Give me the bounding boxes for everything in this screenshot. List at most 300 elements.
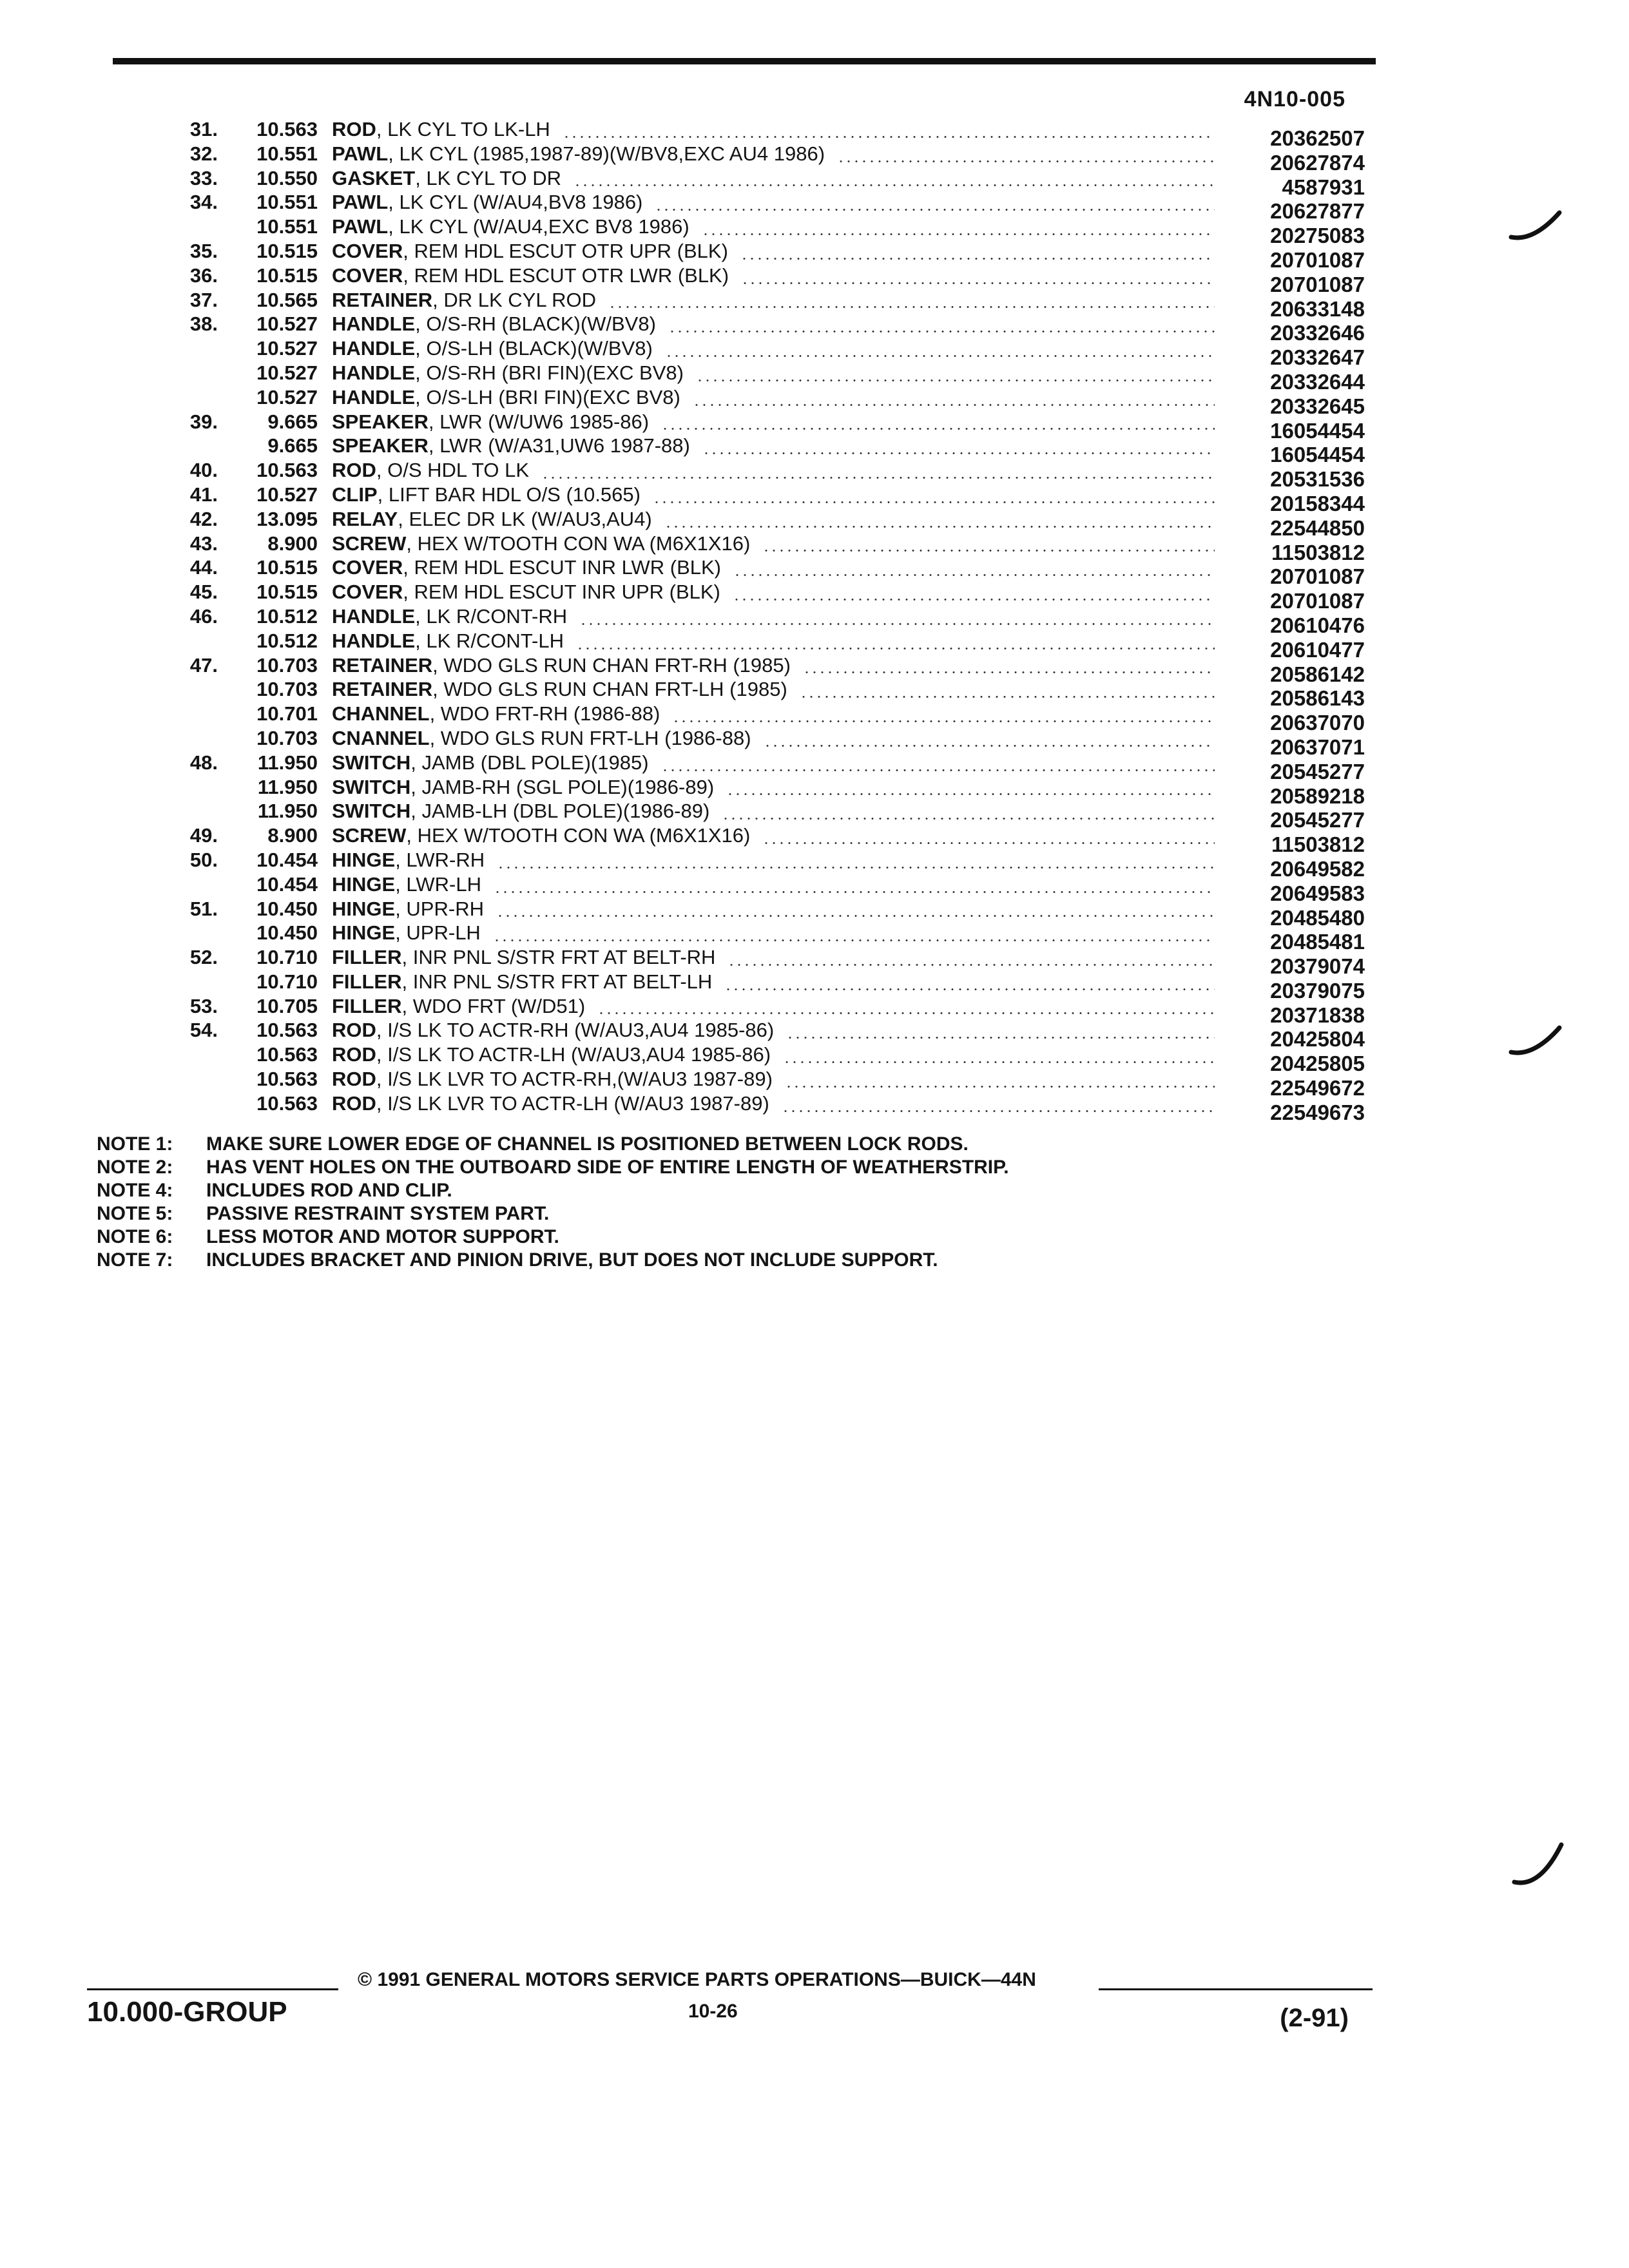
leader-dots-line — [665, 355, 1215, 357]
notes-section — [97, 1133, 1009, 1272]
group-number: 10.550 — [256, 166, 318, 189]
item-number: 42. — [189, 507, 218, 530]
group-number: 13.095 — [256, 507, 318, 530]
item-number: 32. — [189, 142, 218, 165]
leader-dots — [0, 288, 1215, 312]
group-number: 10.527 — [256, 312, 318, 336]
leader-dots — [0, 142, 1215, 166]
part-number: 20633148 — [1270, 296, 1365, 321]
part-number: 20425805 — [1270, 1052, 1365, 1076]
part-number: 20545277 — [1270, 808, 1365, 832]
item-number: 51. — [189, 897, 218, 920]
part-name: FILLER — [332, 994, 402, 1017]
leader-dots — [0, 775, 1215, 800]
group-number: 10.703 — [256, 678, 318, 701]
leader-dots — [0, 629, 1215, 653]
item-number: 46. — [189, 604, 218, 628]
leader-dots — [0, 726, 1215, 751]
part-name: RETAINER — [332, 678, 433, 701]
part-row — [0, 970, 1629, 1003]
part-name: SPEAKER — [332, 410, 429, 433]
note-label: NOTE 7: — [97, 1249, 173, 1271]
part-detail: , REM HDL ESCUT INR LWR (BLK) — [403, 556, 722, 579]
leader-dots — [0, 264, 1215, 288]
leader-dots-line — [803, 671, 1215, 673]
leader-dots — [0, 117, 1215, 142]
note-label: NOTE 5: — [97, 1203, 173, 1224]
part-row — [0, 215, 1629, 248]
part-row — [0, 1018, 1629, 1052]
part-row — [0, 921, 1629, 954]
part-row — [0, 288, 1629, 321]
leader-dots-line — [661, 769, 1215, 771]
leader-dots-line — [563, 136, 1215, 138]
part-detail: , I/S LK LVR TO ACTR-RH,(W/AU3 1987-89) — [376, 1068, 773, 1091]
part-name: ROD — [332, 1091, 376, 1115]
part-row — [0, 604, 1629, 637]
part-row — [0, 751, 1629, 783]
note-text: INCLUDES BRACKET AND PINION DRIVE, BUT DOES NOT INCLUDE SUPPORT. — [206, 1249, 938, 1271]
group-number: 10.703 — [256, 653, 318, 677]
part-number: 20332645 — [1270, 394, 1365, 418]
note-text: HAS VENT HOLES ON THE OUTBOARD SIDE OF ENTIRE LENGTH OF WEATHERSTRIP. — [206, 1157, 1009, 1178]
part-detail: , JAMB-LH (DBL POLE)(1986-89) — [410, 800, 710, 823]
item-number: 38. — [189, 312, 218, 336]
leader-dots-line — [783, 1061, 1215, 1063]
leader-dots — [0, 994, 1215, 1019]
item-number: 44. — [189, 556, 218, 579]
part-detail: , HEX W/TOOTH CON WA (M6X1X16) — [406, 824, 751, 847]
part-row — [0, 726, 1629, 759]
part-number: 20701087 — [1270, 589, 1365, 613]
part-number: 11503812 — [1271, 832, 1365, 857]
leader-dots — [0, 872, 1215, 897]
group-number: 10.512 — [256, 629, 318, 652]
note-line — [97, 1249, 1009, 1272]
group-number: 11.950 — [257, 751, 318, 774]
page-reference-code: 4N10-005 — [1244, 87, 1345, 111]
leader-dots — [0, 1067, 1215, 1091]
group-number: 9.665 — [267, 410, 318, 433]
group-number: 10.563 — [256, 1019, 318, 1042]
part-detail: , REM HDL ESCUT INR UPR (BLK) — [403, 581, 720, 604]
note-label: NOTE 2: — [97, 1157, 173, 1178]
note-text: MAKE SURE LOWER EDGE OF CHANNEL IS POSITIONED BETWEEN LOCK RODS. — [206, 1133, 969, 1155]
part-detail: , O/S-RH (BRI FIN)(EXC BV8) — [415, 361, 684, 384]
leader-dots — [0, 1043, 1215, 1067]
note-line — [97, 1179, 1009, 1202]
part-name: GASKET — [332, 166, 416, 189]
part-number: 20701087 — [1270, 247, 1365, 272]
part-number: 20637070 — [1270, 711, 1365, 735]
item-number: 34. — [189, 191, 218, 214]
part-number: 20701087 — [1270, 272, 1365, 296]
note-label: NOTE 4: — [97, 1180, 173, 1201]
leader-dots-line — [724, 988, 1215, 990]
part-detail: , ELEC DR LK (W/AU3,AU4) — [398, 507, 652, 530]
part-number: 20531536 — [1270, 467, 1365, 492]
leader-dots-line — [576, 648, 1215, 649]
leader-dots — [0, 604, 1215, 629]
note-line — [97, 1202, 1009, 1225]
group-number: 10.551 — [256, 191, 318, 214]
part-row — [0, 117, 1629, 150]
item-number: 40. — [189, 459, 218, 482]
note-text: LESS MOTOR AND MOTOR SUPPORT. — [206, 1226, 559, 1247]
part-detail: , LIFT BAR HDL O/S (10.565) — [377, 483, 641, 506]
part-name: SWITCH — [332, 751, 411, 774]
part-name: HANDLE — [332, 337, 416, 360]
part-number: 20332647 — [1270, 345, 1365, 370]
part-detail: , LK R/CONT-RH — [415, 604, 568, 628]
part-number: 4587931 — [1282, 175, 1365, 199]
part-detail: , LK CYL (W/AU4,BV8 1986) — [388, 191, 643, 214]
note-label: NOTE 1: — [97, 1133, 173, 1155]
part-number: 16054454 — [1270, 418, 1365, 443]
part-number: 20362507 — [1270, 126, 1365, 150]
part-name: RELAY — [332, 507, 398, 530]
part-name: SWITCH — [332, 775, 411, 798]
part-detail: , I/S LK TO ACTR-LH (W/AU3,AU4 1985-86) — [376, 1043, 771, 1066]
group-number: 10.551 — [256, 142, 318, 165]
item-number: 50. — [189, 848, 218, 871]
leader-dots — [0, 458, 1215, 483]
part-row — [0, 872, 1629, 905]
part-detail: , UPR-RH — [395, 897, 484, 920]
leader-dots — [0, 702, 1215, 726]
group-number: 10.705 — [256, 994, 318, 1017]
leader-dots-line — [494, 891, 1215, 893]
note-text: INCLUDES ROD AND CLIP. — [206, 1180, 452, 1201]
part-number: 16054454 — [1270, 443, 1365, 467]
leader-dots — [0, 532, 1215, 556]
leader-dots-line — [541, 477, 1215, 479]
leader-dots-line — [497, 867, 1215, 869]
part-row — [0, 702, 1629, 735]
part-row — [0, 190, 1629, 224]
leader-dots-line — [762, 550, 1215, 552]
part-number: 22549672 — [1270, 1076, 1365, 1100]
part-row — [0, 410, 1629, 443]
part-detail: , LWR-LH — [395, 872, 481, 896]
leader-dots — [0, 897, 1215, 921]
footer-page-number: 10-26 — [688, 2001, 738, 2022]
leader-dots — [0, 921, 1215, 945]
footer-rule-right — [1099, 1988, 1373, 1990]
leader-dots — [0, 410, 1215, 434]
part-name: SPEAKER — [332, 434, 429, 457]
group-number: 10.563 — [256, 1043, 318, 1066]
part-row — [0, 653, 1629, 686]
part-row — [0, 994, 1629, 1027]
leader-dots-line — [664, 526, 1215, 528]
part-name: FILLER — [332, 946, 402, 969]
item-number: 37. — [189, 288, 218, 311]
leader-dots — [0, 312, 1215, 336]
part-name: HANDLE — [332, 629, 416, 652]
item-number: 43. — [189, 532, 218, 555]
part-row — [0, 1067, 1629, 1100]
leader-dots — [0, 1091, 1215, 1116]
leader-dots-line — [786, 1037, 1215, 1039]
part-detail: , WDO FRT (W/D51) — [401, 994, 586, 1017]
leader-dots-line — [733, 599, 1215, 601]
part-name: FILLER — [332, 970, 402, 993]
leader-dots-line — [782, 1110, 1215, 1112]
part-row — [0, 580, 1629, 613]
leader-dots — [0, 677, 1215, 702]
group-number: 10.515 — [256, 264, 318, 287]
group-number: 10.563 — [256, 1091, 318, 1115]
leader-dots-line — [693, 404, 1215, 406]
footer-copyright: © 1991 GENERAL MOTORS SERVICE PARTS OPERATIONS—BUICK—44N — [358, 1969, 1036, 1990]
part-number: 20589218 — [1270, 783, 1365, 808]
part-name: SCREW — [332, 532, 407, 555]
part-detail: , I/S LK LVR TO ACTR-LH (W/AU3 1987-89) — [376, 1091, 769, 1115]
part-detail: , JAMB (DBL POLE)(1985) — [410, 751, 649, 774]
part-detail: , WDO GLS RUN FRT-LH (1986-88) — [429, 726, 751, 749]
item-number: 47. — [189, 653, 218, 677]
part-row — [0, 385, 1629, 418]
part-number: 20158344 — [1270, 491, 1365, 515]
part-detail: , LWR-RH — [395, 848, 485, 871]
part-name: CLIP — [332, 483, 378, 506]
leader-dots — [0, 653, 1215, 678]
leader-dots-line — [696, 380, 1215, 381]
leader-dots-line — [740, 258, 1215, 260]
note-label: NOTE 6: — [97, 1226, 173, 1247]
part-name: PAWL — [332, 142, 389, 165]
leader-dots — [0, 555, 1215, 580]
leader-dots — [0, 580, 1215, 604]
part-number: 11503812 — [1271, 540, 1365, 564]
part-row — [0, 1091, 1629, 1124]
leader-dots — [0, 361, 1215, 385]
part-number: 20637071 — [1270, 735, 1365, 759]
part-row — [0, 677, 1629, 711]
part-number: 20610477 — [1270, 637, 1365, 662]
group-number: 10.527 — [256, 361, 318, 384]
leader-dots-line — [728, 964, 1215, 966]
part-detail: , REM HDL ESCUT OTR UPR (BLK) — [403, 239, 728, 262]
part-detail: , I/S LK TO ACTR-RH (W/AU3,AU4 1985-86) — [376, 1019, 775, 1042]
leader-dots-line — [579, 623, 1215, 625]
part-row — [0, 434, 1629, 467]
part-name: COVER — [332, 239, 403, 262]
group-number: 10.563 — [256, 118, 318, 140]
part-row — [0, 629, 1629, 662]
part-row — [0, 483, 1629, 515]
part-name: CNANNEL — [332, 726, 430, 749]
group-number: 10.512 — [256, 604, 318, 628]
group-number: 10.450 — [256, 897, 318, 920]
group-number: 10.454 — [256, 848, 318, 871]
leader-dots-line — [702, 452, 1215, 454]
leader-dots-line — [722, 818, 1215, 820]
part-detail: , LWR (W/UW6 1985-86) — [428, 410, 650, 433]
part-name: HANDLE — [332, 312, 416, 336]
part-detail: , INR PNL S/STR FRT AT BELT-LH — [401, 970, 713, 993]
part-name: HANDLE — [332, 604, 416, 628]
part-detail: , O/S-RH (BLACK)(W/BV8) — [415, 312, 656, 336]
part-name: PAWL — [332, 215, 389, 238]
margin-check-mark — [1511, 1840, 1569, 1891]
part-row — [0, 945, 1629, 979]
part-detail: , LK CYL (1985,1987-89)(W/BV8,EXC AU4 1986) — [388, 142, 825, 165]
leader-dots-line — [702, 233, 1215, 235]
item-number: 35. — [189, 239, 218, 262]
leader-dots-line — [800, 696, 1215, 698]
part-number: 20485480 — [1270, 905, 1365, 930]
part-detail: , WDO GLS RUN CHAN FRT-RH (1985) — [432, 653, 791, 677]
group-number: 11.950 — [257, 800, 318, 823]
part-row — [0, 897, 1629, 930]
part-number: 22544850 — [1270, 515, 1365, 540]
part-name: COVER — [332, 556, 403, 579]
part-name: HANDLE — [332, 361, 416, 384]
item-number: 33. — [189, 166, 218, 189]
part-detail: , WDO GLS RUN CHAN FRT-LH (1985) — [432, 678, 787, 701]
part-detail: , O/S-LH (BLACK)(W/BV8) — [415, 337, 653, 360]
part-detail: , LK CYL TO DR — [415, 166, 562, 189]
part-row — [0, 239, 1629, 272]
leader-dots — [0, 336, 1215, 361]
part-row — [0, 555, 1629, 589]
part-number: 20610476 — [1270, 613, 1365, 637]
part-row — [0, 848, 1629, 881]
part-detail: , LK CYL (W/AU4,EXC BV8 1986) — [388, 215, 689, 238]
note-line — [97, 1133, 1009, 1156]
item-number: 54. — [189, 1019, 218, 1042]
leader-dots — [0, 215, 1215, 239]
part-name: RETAINER — [332, 288, 433, 311]
item-number: 36. — [189, 264, 218, 287]
part-name: ROD — [332, 1019, 376, 1042]
item-number: 45. — [189, 581, 218, 604]
part-name: ROD — [332, 459, 376, 482]
part-row — [0, 336, 1629, 370]
leader-dots-line — [741, 282, 1215, 284]
part-detail: , LWR (W/A31,UW6 1987-88) — [428, 434, 690, 457]
part-name: COVER — [332, 581, 403, 604]
leader-dots-line — [661, 428, 1215, 430]
leader-dots — [0, 1018, 1215, 1043]
part-row — [0, 507, 1629, 540]
part-name: RETAINER — [332, 653, 433, 677]
part-name: HANDLE — [332, 385, 416, 408]
part-detail: , HEX W/TOOTH CON WA (M6X1X16) — [406, 532, 751, 555]
leader-dots-line — [653, 501, 1215, 503]
group-number: 10.515 — [256, 556, 318, 579]
leader-dots-line — [762, 842, 1215, 844]
group-number: 11.950 — [257, 775, 318, 798]
part-name: PAWL — [332, 191, 389, 214]
part-detail: , LK CYL TO LK-LH — [376, 118, 550, 140]
part-number: 20425804 — [1270, 1027, 1365, 1052]
part-number: 20586142 — [1270, 662, 1365, 686]
part-number: 20485481 — [1270, 930, 1365, 954]
part-number: 20379075 — [1270, 978, 1365, 1003]
leader-dots — [0, 434, 1215, 458]
part-name: ROD — [332, 1068, 376, 1091]
footer-rule-left — [87, 1988, 338, 1990]
leader-dots-line — [672, 720, 1215, 722]
part-row — [0, 458, 1629, 492]
item-number: 39. — [189, 410, 218, 433]
leader-dots-line — [733, 574, 1215, 576]
leader-dots — [0, 507, 1215, 532]
leader-dots — [0, 190, 1215, 215]
part-row — [0, 166, 1629, 199]
part-number: 20371838 — [1270, 1003, 1365, 1027]
part-detail: , WDO FRT-RH (1986-88) — [429, 702, 660, 726]
footer-revision-date: (2-91) — [1280, 2004, 1349, 2032]
part-detail: , UPR-LH — [395, 921, 481, 945]
part-row — [0, 532, 1629, 564]
group-number: 8.900 — [267, 532, 318, 555]
note-text: PASSIVE RESTRAINT SYSTEM PART. — [206, 1203, 550, 1224]
leader-dots-line — [668, 331, 1215, 332]
part-number: 20275083 — [1270, 224, 1365, 248]
note-line — [97, 1156, 1009, 1179]
group-number: 10.515 — [256, 581, 318, 604]
leader-dots — [0, 823, 1215, 848]
part-number: 20379074 — [1270, 954, 1365, 979]
part-detail: , O/S-LH (BRI FIN)(EXC BV8) — [415, 385, 680, 408]
leader-dots-line — [837, 160, 1215, 162]
part-row — [0, 142, 1629, 175]
part-number: 20649582 — [1270, 856, 1365, 881]
leader-dots — [0, 239, 1215, 264]
note-line — [97, 1225, 1009, 1249]
group-number: 10.710 — [256, 970, 318, 993]
part-name: SWITCH — [332, 800, 411, 823]
part-row — [0, 823, 1629, 857]
top-rule — [113, 58, 1376, 64]
group-number: 10.710 — [256, 946, 318, 969]
group-number: 10.563 — [256, 459, 318, 482]
part-name: COVER — [332, 264, 403, 287]
part-number: 20586143 — [1270, 686, 1365, 711]
leader-dots — [0, 751, 1215, 775]
part-number: 22549673 — [1270, 1100, 1365, 1124]
group-number: 10.703 — [256, 726, 318, 749]
part-row — [0, 799, 1629, 832]
part-number: 20701087 — [1270, 564, 1365, 589]
part-detail: , O/S HDL TO LK — [376, 459, 530, 482]
part-name: CHANNEL — [332, 702, 430, 726]
footer-group-label: 10.000-GROUP — [87, 1996, 287, 2028]
group-number: 10.527 — [256, 337, 318, 360]
part-number: 20627877 — [1270, 199, 1365, 224]
leader-dots-line — [726, 793, 1215, 795]
group-number: 10.551 — [256, 215, 318, 238]
part-name: SCREW — [332, 824, 407, 847]
leader-dots-line — [655, 209, 1215, 211]
part-detail: , LK R/CONT-LH — [415, 629, 564, 652]
part-number: 20649583 — [1270, 881, 1365, 905]
part-name: HINGE — [332, 872, 396, 896]
leader-dots — [0, 970, 1215, 994]
part-number: 20332646 — [1270, 321, 1365, 345]
item-number: 53. — [189, 994, 218, 1017]
group-number: 10.565 — [256, 288, 318, 311]
leader-dots-line — [764, 745, 1215, 747]
leader-dots-line — [597, 1012, 1215, 1014]
leader-dots-line — [574, 184, 1215, 186]
part-detail: , DR LK CYL ROD — [432, 288, 596, 311]
part-row — [0, 264, 1629, 296]
